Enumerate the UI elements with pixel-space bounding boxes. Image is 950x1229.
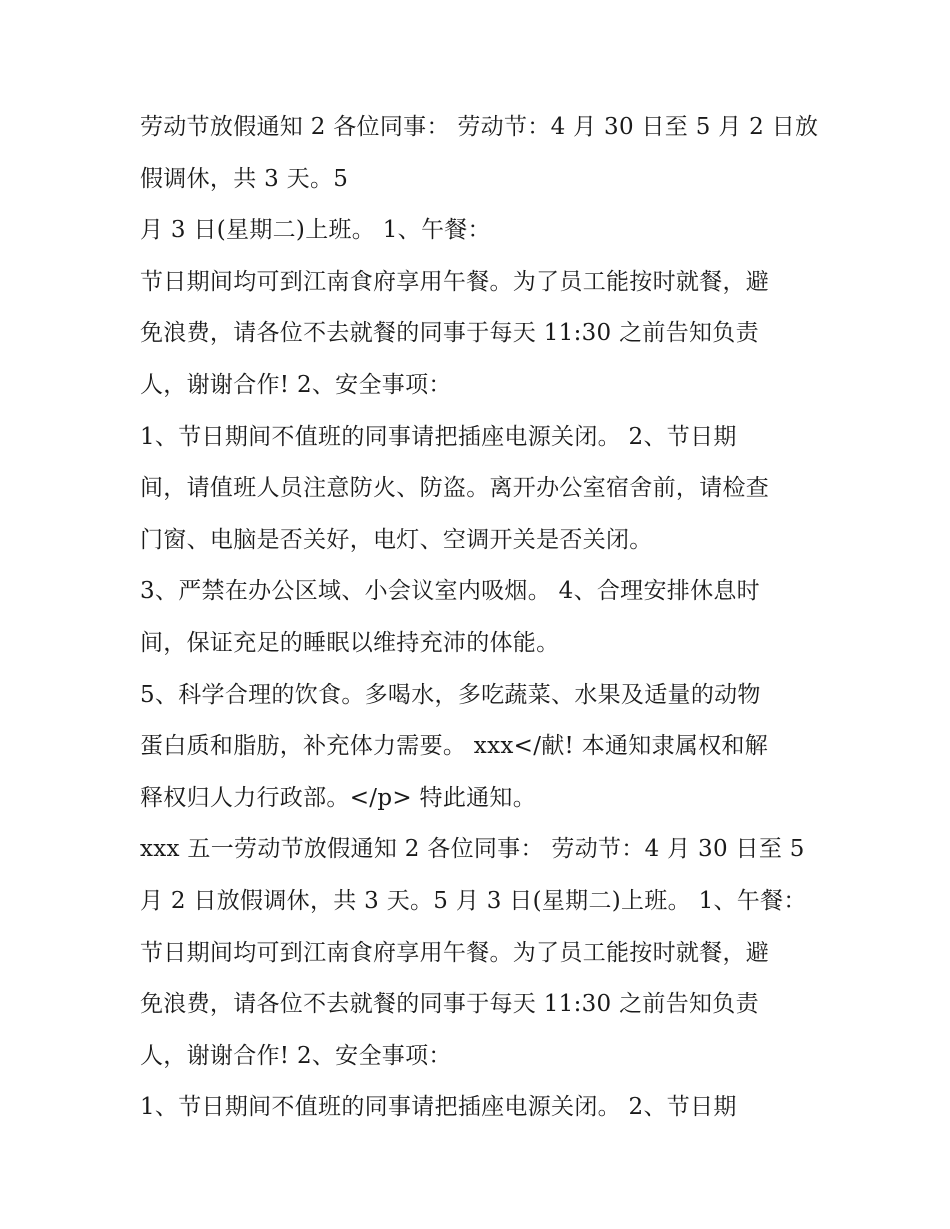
- text-line: 1、节日期间不值班的同事请把插座电源关闭。 2、节日期: [140, 423, 737, 450]
- text-line: 蛋白质和脂肪，补充体力需要。 xxx</献! 本通知隶属权和解: [140, 733, 769, 760]
- text-line: 释权归人力行政部。</p> 特此通知。: [140, 784, 537, 811]
- text-line: 1、节日期间不值班的同事请把插座电源关闭。 2、节日期: [140, 1094, 737, 1121]
- text-line: xxx 五一劳动节放假通知 2 各位同事： 劳动节：4 月 30 日至 5: [140, 836, 805, 863]
- text-line: 节日期间均可到江南食府享用午餐。为了员工能按时就餐，避: [140, 268, 770, 295]
- text-line: 劳动节放假通知 2 各位同事： 劳动节：4 月 30 日至 5 月 2 日放: [140, 114, 819, 140]
- text-line: 人，谢谢合作! 2、安全事项：: [140, 1042, 452, 1069]
- document-body: [140, 102, 830, 1134]
- text-line: 间，请值班人员注意防火、防盗。离开办公室宿舍前，请检查: [140, 475, 770, 502]
- text-line: 假调休，共 3 天。5: [140, 165, 349, 192]
- text-line: 月 3 日(星期二)上班。 1、午餐：: [140, 217, 491, 244]
- text-line: 间，保证充足的睡眠以维持充沛的体能。: [140, 629, 560, 656]
- text-line: 免浪费，请各位不去就餐的同事于每天 11:30 之前告知负责: [140, 991, 759, 1018]
- text-line: 人，谢谢合作! 2、安全事项：: [140, 371, 452, 398]
- text-line: 3、严禁在办公区域、小会议室内吸烟。 4、合理安排休息时: [140, 578, 760, 605]
- text-line: 月 2 日放假调休，共 3 天。5 月 3 日(星期二)上班。 1、午餐：: [140, 887, 807, 914]
- text-line: 门窗、电脑是否关好，电灯、空调开关是否关闭。: [140, 526, 653, 553]
- text-line: 节日期间均可到江南食府享用午餐。为了员工能按时就餐，避: [140, 939, 770, 966]
- text-line: 5、科学合理的饮食。多喝水，多吃蔬菜、水果及适量的动物: [140, 681, 761, 708]
- text-line: 免浪费，请各位不去就餐的同事于每天 11:30 之前告知负责: [140, 320, 759, 347]
